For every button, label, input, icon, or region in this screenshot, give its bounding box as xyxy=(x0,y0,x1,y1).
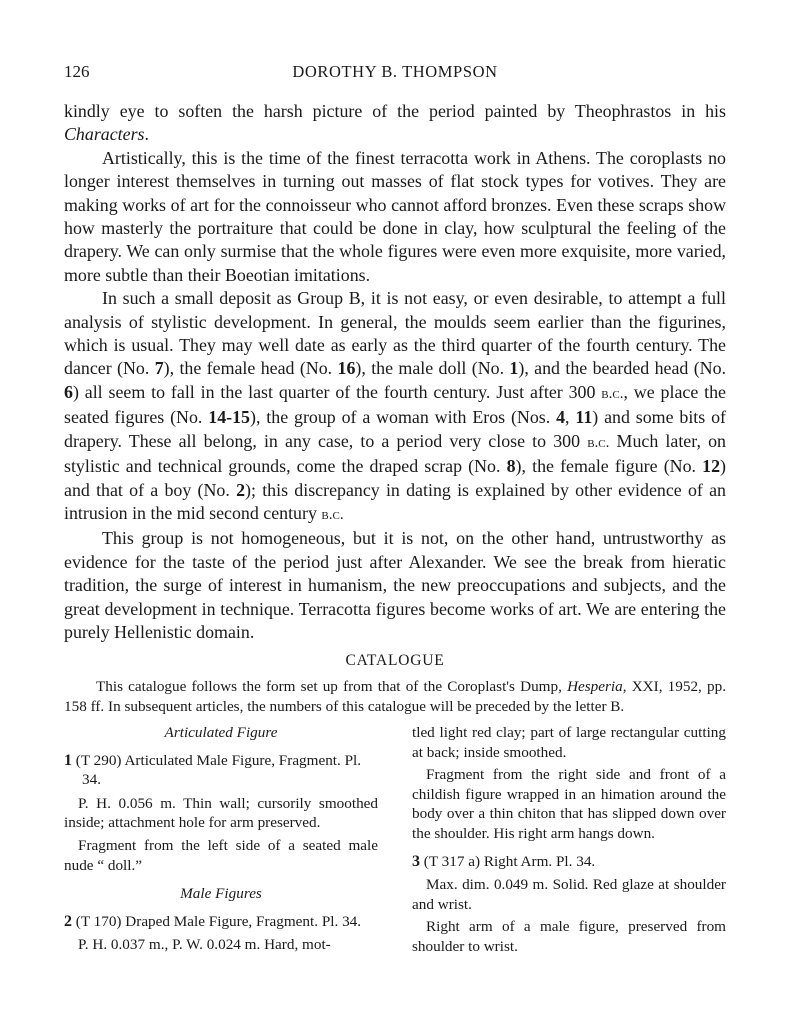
entry-description: P. H. 0.056 m. Thin wall; cursorily smoothed inside; attachment hole for arm preserved. xyxy=(64,794,378,832)
catalogue-ref: 7 xyxy=(154,358,164,379)
paragraph-1: kindly eye to soften the harsh picture of the period painted by Theophrastos in his Characters. xyxy=(64,101,726,145)
catalogue-intro: This catalogue follows the form set up from that of the Coroplast's Dump, Hesperia, XXI, 1952, pp. 158 ff. In subsequent articles, the numbers of this catalogue will be preceded by the letter B. xyxy=(64,678,727,715)
entry-description: Fragment from the right side and front of a childish figure wrapped in an himation around the body over a thin chiton that has slipped down over the shoulder. His right arm hangs down. xyxy=(412,766,726,842)
catalogue-ref: 4 xyxy=(556,407,566,428)
catalogue-ref: 11 xyxy=(575,407,593,428)
catalogue-ref: 14-15 xyxy=(208,407,250,428)
journal-title: Hesperia xyxy=(567,678,623,695)
entry-description: Right arm of a male figure, preserved from shoulder to wrist. xyxy=(412,918,726,955)
entry-number: 3 xyxy=(412,852,420,870)
page-number: 126 xyxy=(64,62,90,81)
entry-number: 1 xyxy=(64,751,72,769)
catalogue-column-left xyxy=(64,723,378,955)
entry-number: 2 xyxy=(64,912,72,930)
catalogue-ref: 16 xyxy=(337,358,356,379)
catalogue-entry-heading: 3 (T 317 a) Right Arm. Pl. 34. xyxy=(412,852,596,870)
running-head: DOROTHY B. THOMPSON xyxy=(292,62,498,81)
era-abbrev: b.c. xyxy=(601,385,624,402)
era-abbrev: b.c. xyxy=(587,434,610,451)
entry-description: Fragment from the left side of a seated male nude “ doll.” xyxy=(64,836,378,874)
page-header xyxy=(64,62,726,86)
catalogue-column-right xyxy=(412,723,726,957)
catalogue-ref: 12 xyxy=(702,456,721,477)
era-abbrev: b.c. xyxy=(321,506,344,523)
entry-description: P. H. 0.037 m., P. W. 0.024 m. Hard, mot- xyxy=(78,936,331,954)
catalogue-ref: 2 xyxy=(236,479,246,500)
paragraph-2: Artistically, this is the time of the finest terracotta work in Athens. The coroplasts no longer interest themselves in turning out masses of flat stock types for votives. They are making works of art for the connoisseur who cannot afford bronzes. Even these scraps show how masterly the portraiture that could be done in clay, how sculptural the feeling of the drapery. We can only surmise that the whole figures were even more exquisite, more varied, more subtle than their Boeotian imitations. xyxy=(64,147,726,285)
entry-description-continued: tled light red clay; part of large rectangular cutting at back; inside smoothed. xyxy=(412,724,726,761)
entry-description: Max. dim. 0.049 m. Solid. Red glaze at shoulder and wrist. xyxy=(412,876,726,913)
paragraph-3: In such a small deposit as Group B, it is not easy, or even desirable, to attempt a full analysis of stylistic development. In general, the moulds seem earlier than the figurines, which is usual. They may well date as early as the third quarter of the fourth century. The dancer (No. 7), the female head (No. 16), the male doll (No. 1), and the bearded head (No. 6) all seem to fall in the last quarter of the fourth century. Just after 300 b.c., we place the seated figures (No. 14-15), the group of a woman with Eros (Nos. 4, 11) and some bits of drapery. These all belong, in any case, to a period very close to 300 b.c. Much later, on stylistic and technical grounds, come the draped scrap (No. 8), the female figure (No. 12) and that of a boy (No. 2); this discrepancy in dating is explained by other evidence of an intrusion in the mid second century b.c. xyxy=(64,288,727,523)
catalogue-entry-heading: 2 (T 170) Draped Male Figure, Fragment. Pl. 34. xyxy=(64,912,362,930)
catalogue-ref: 1 xyxy=(509,358,519,379)
body-text xyxy=(64,100,726,644)
catalogue-heading: CATALOGUE xyxy=(345,652,445,669)
catalogue-entry-heading: 1 (T 290) Articulated Male Figure, Fragment. Pl. 34. xyxy=(64,751,362,789)
section-subheading: Articulated Figure xyxy=(164,724,278,741)
paragraph-4: This group is not homogeneous, but it is not, on the other hand, untrustworthy as evidence for the taste of the period just after Alexander. We see the break from hieratic tradition, the surge of interest in humanism, the new preoccupations and subjects, and the great development in technique. Terracotta figures become works of art. We are entering the purely Hellenistic domain. xyxy=(64,528,726,642)
section-subheading: Male Figures xyxy=(180,885,262,903)
catalogue-ref: 6 xyxy=(64,381,73,402)
catalogue-ref: 8 xyxy=(506,456,516,477)
book-title: Characters xyxy=(64,124,145,145)
